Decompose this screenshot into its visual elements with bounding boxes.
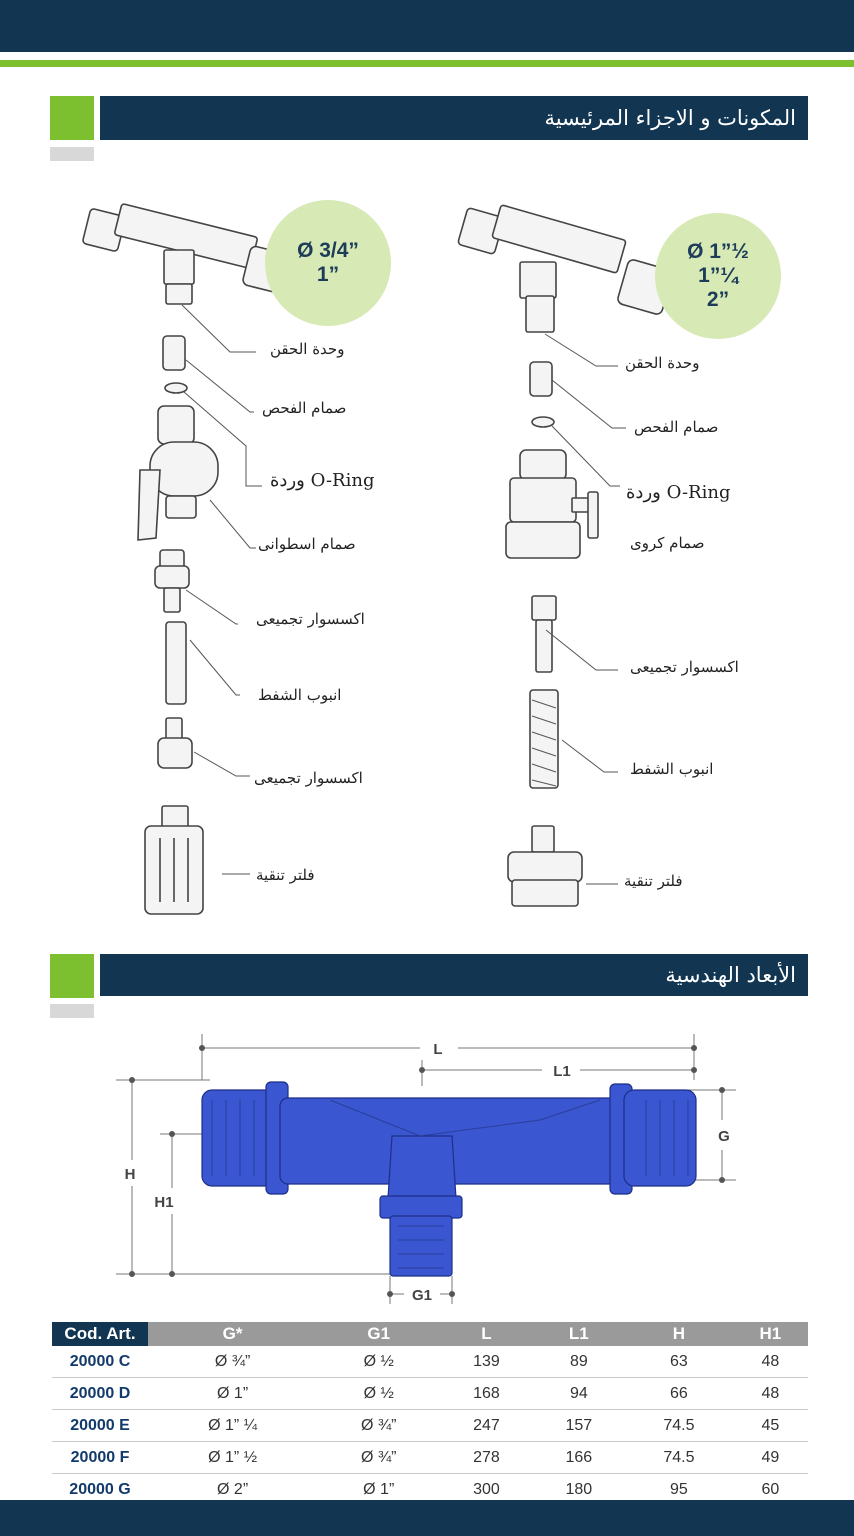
- col-l: L: [440, 1322, 532, 1346]
- cell-code: 20000 D: [52, 1378, 148, 1410]
- cell-h1: 49: [733, 1442, 808, 1474]
- section-marker-green: [50, 96, 94, 140]
- section-marker-green: [50, 954, 94, 998]
- cell-l: 278: [440, 1442, 532, 1474]
- dimensions-table: [52, 1322, 808, 1506]
- cell-l1: 94: [533, 1378, 625, 1410]
- cell-h1: 45: [733, 1410, 808, 1442]
- table-row: [52, 1378, 808, 1410]
- right-label-check-valve: صمام الفحص: [634, 418, 719, 436]
- cell-h1: 48: [733, 1346, 808, 1378]
- cell-l: 300: [440, 1474, 532, 1506]
- col-g: G*: [148, 1322, 317, 1346]
- header-accent-line: [0, 60, 854, 67]
- cell-g: Ø 1” ¼: [148, 1410, 317, 1442]
- left-label-fitting-2: اكسسوار تجميعى: [254, 769, 363, 787]
- cell-g: Ø 1”: [148, 1378, 317, 1410]
- dimensions-section-title: الأبعاد الهندسية: [100, 954, 808, 996]
- left-label-cylinder-valve: صمام اسطوانى: [258, 535, 356, 553]
- cell-l1: 157: [533, 1410, 625, 1442]
- right-label-o-ring: O-Ring وردة: [626, 482, 731, 503]
- cell-g1: Ø ½: [317, 1346, 440, 1378]
- cell-h1: 60: [733, 1474, 808, 1506]
- cell-h: 95: [625, 1474, 733, 1506]
- right-label-filter: فلتر تنقية: [624, 872, 683, 890]
- left-label-filter: فلتر تنقية: [256, 866, 315, 884]
- footer-bar: [0, 1500, 854, 1536]
- left-size-circle: [265, 200, 391, 326]
- right-label-suction-tube: انبوب الشفط: [630, 760, 714, 778]
- cell-l1: 89: [533, 1346, 625, 1378]
- dim-label-G1: G1: [411, 1287, 433, 1304]
- table-row: [52, 1442, 808, 1474]
- left-label-o-ring: O-Ring وردة: [270, 470, 375, 491]
- cell-h: 74.5: [625, 1410, 733, 1442]
- table-row: [52, 1410, 808, 1442]
- header-bar: [0, 0, 854, 52]
- cell-g1: Ø ¾”: [317, 1442, 440, 1474]
- right-size-line-2: 1”¼: [698, 264, 738, 287]
- col-cod-art: Cod. Art.: [52, 1322, 148, 1346]
- cell-code: 20000 G: [52, 1474, 148, 1506]
- cell-l1: 166: [533, 1442, 625, 1474]
- col-l1: L1: [533, 1322, 625, 1346]
- left-label-fitting-1: اكسسوار تجميعى: [256, 610, 365, 628]
- col-h1: H1: [733, 1322, 808, 1346]
- dim-label-H1: H1: [154, 1194, 174, 1211]
- cell-h: 66: [625, 1378, 733, 1410]
- cell-code: 20000 C: [52, 1346, 148, 1378]
- right-label-injector: وحدة الحقن: [625, 354, 700, 372]
- right-size-line-3: 2”: [706, 288, 730, 311]
- right-label-fitting: اكسسوار تجميعى: [630, 658, 739, 676]
- cell-l: 247: [440, 1410, 532, 1442]
- col-h: H: [625, 1322, 733, 1346]
- dim-label-L1: L1: [553, 1063, 571, 1080]
- cell-g1: Ø ¾”: [317, 1410, 440, 1442]
- cell-g: Ø 2”: [148, 1474, 317, 1506]
- left-size-line-2: 1”: [316, 263, 340, 286]
- cell-g1: Ø ½: [317, 1378, 440, 1410]
- cell-l: 139: [440, 1346, 532, 1378]
- left-label-check-valve: صمام الفحص: [262, 399, 347, 417]
- right-size-circle: [655, 213, 781, 339]
- col-g1: G1: [317, 1322, 440, 1346]
- cell-g: Ø ¾”: [148, 1346, 317, 1378]
- dimension-drawing: [0, 1010, 854, 1320]
- cell-h: 74.5: [625, 1442, 733, 1474]
- right-label-ball-valve: صمام كروى: [630, 534, 705, 552]
- cell-g: Ø 1” ½: [148, 1442, 317, 1474]
- cell-code: 20000 F: [52, 1442, 148, 1474]
- cell-h1: 48: [733, 1378, 808, 1410]
- left-label-suction-tube: انبوب الشفط: [258, 686, 342, 704]
- components-section-title: المكونات و الاجزاء المرئيسية: [100, 96, 808, 140]
- cell-l: 168: [440, 1378, 532, 1410]
- table-row: [52, 1346, 808, 1378]
- cell-h: 63: [625, 1346, 733, 1378]
- cell-code: 20000 E: [52, 1410, 148, 1442]
- left-size-line-1: Ø 3/4”: [297, 239, 359, 262]
- right-size-line-1: Ø 1”½: [687, 240, 749, 263]
- dim-label-G: G: [718, 1128, 730, 1145]
- left-label-injector: وحدة الحقن: [270, 340, 345, 358]
- dim-label-L: L: [433, 1041, 443, 1058]
- table-header-row: [52, 1322, 808, 1346]
- cell-g1: Ø 1”: [317, 1474, 440, 1506]
- dim-label-H: H: [124, 1166, 136, 1183]
- cell-l1: 180: [533, 1474, 625, 1506]
